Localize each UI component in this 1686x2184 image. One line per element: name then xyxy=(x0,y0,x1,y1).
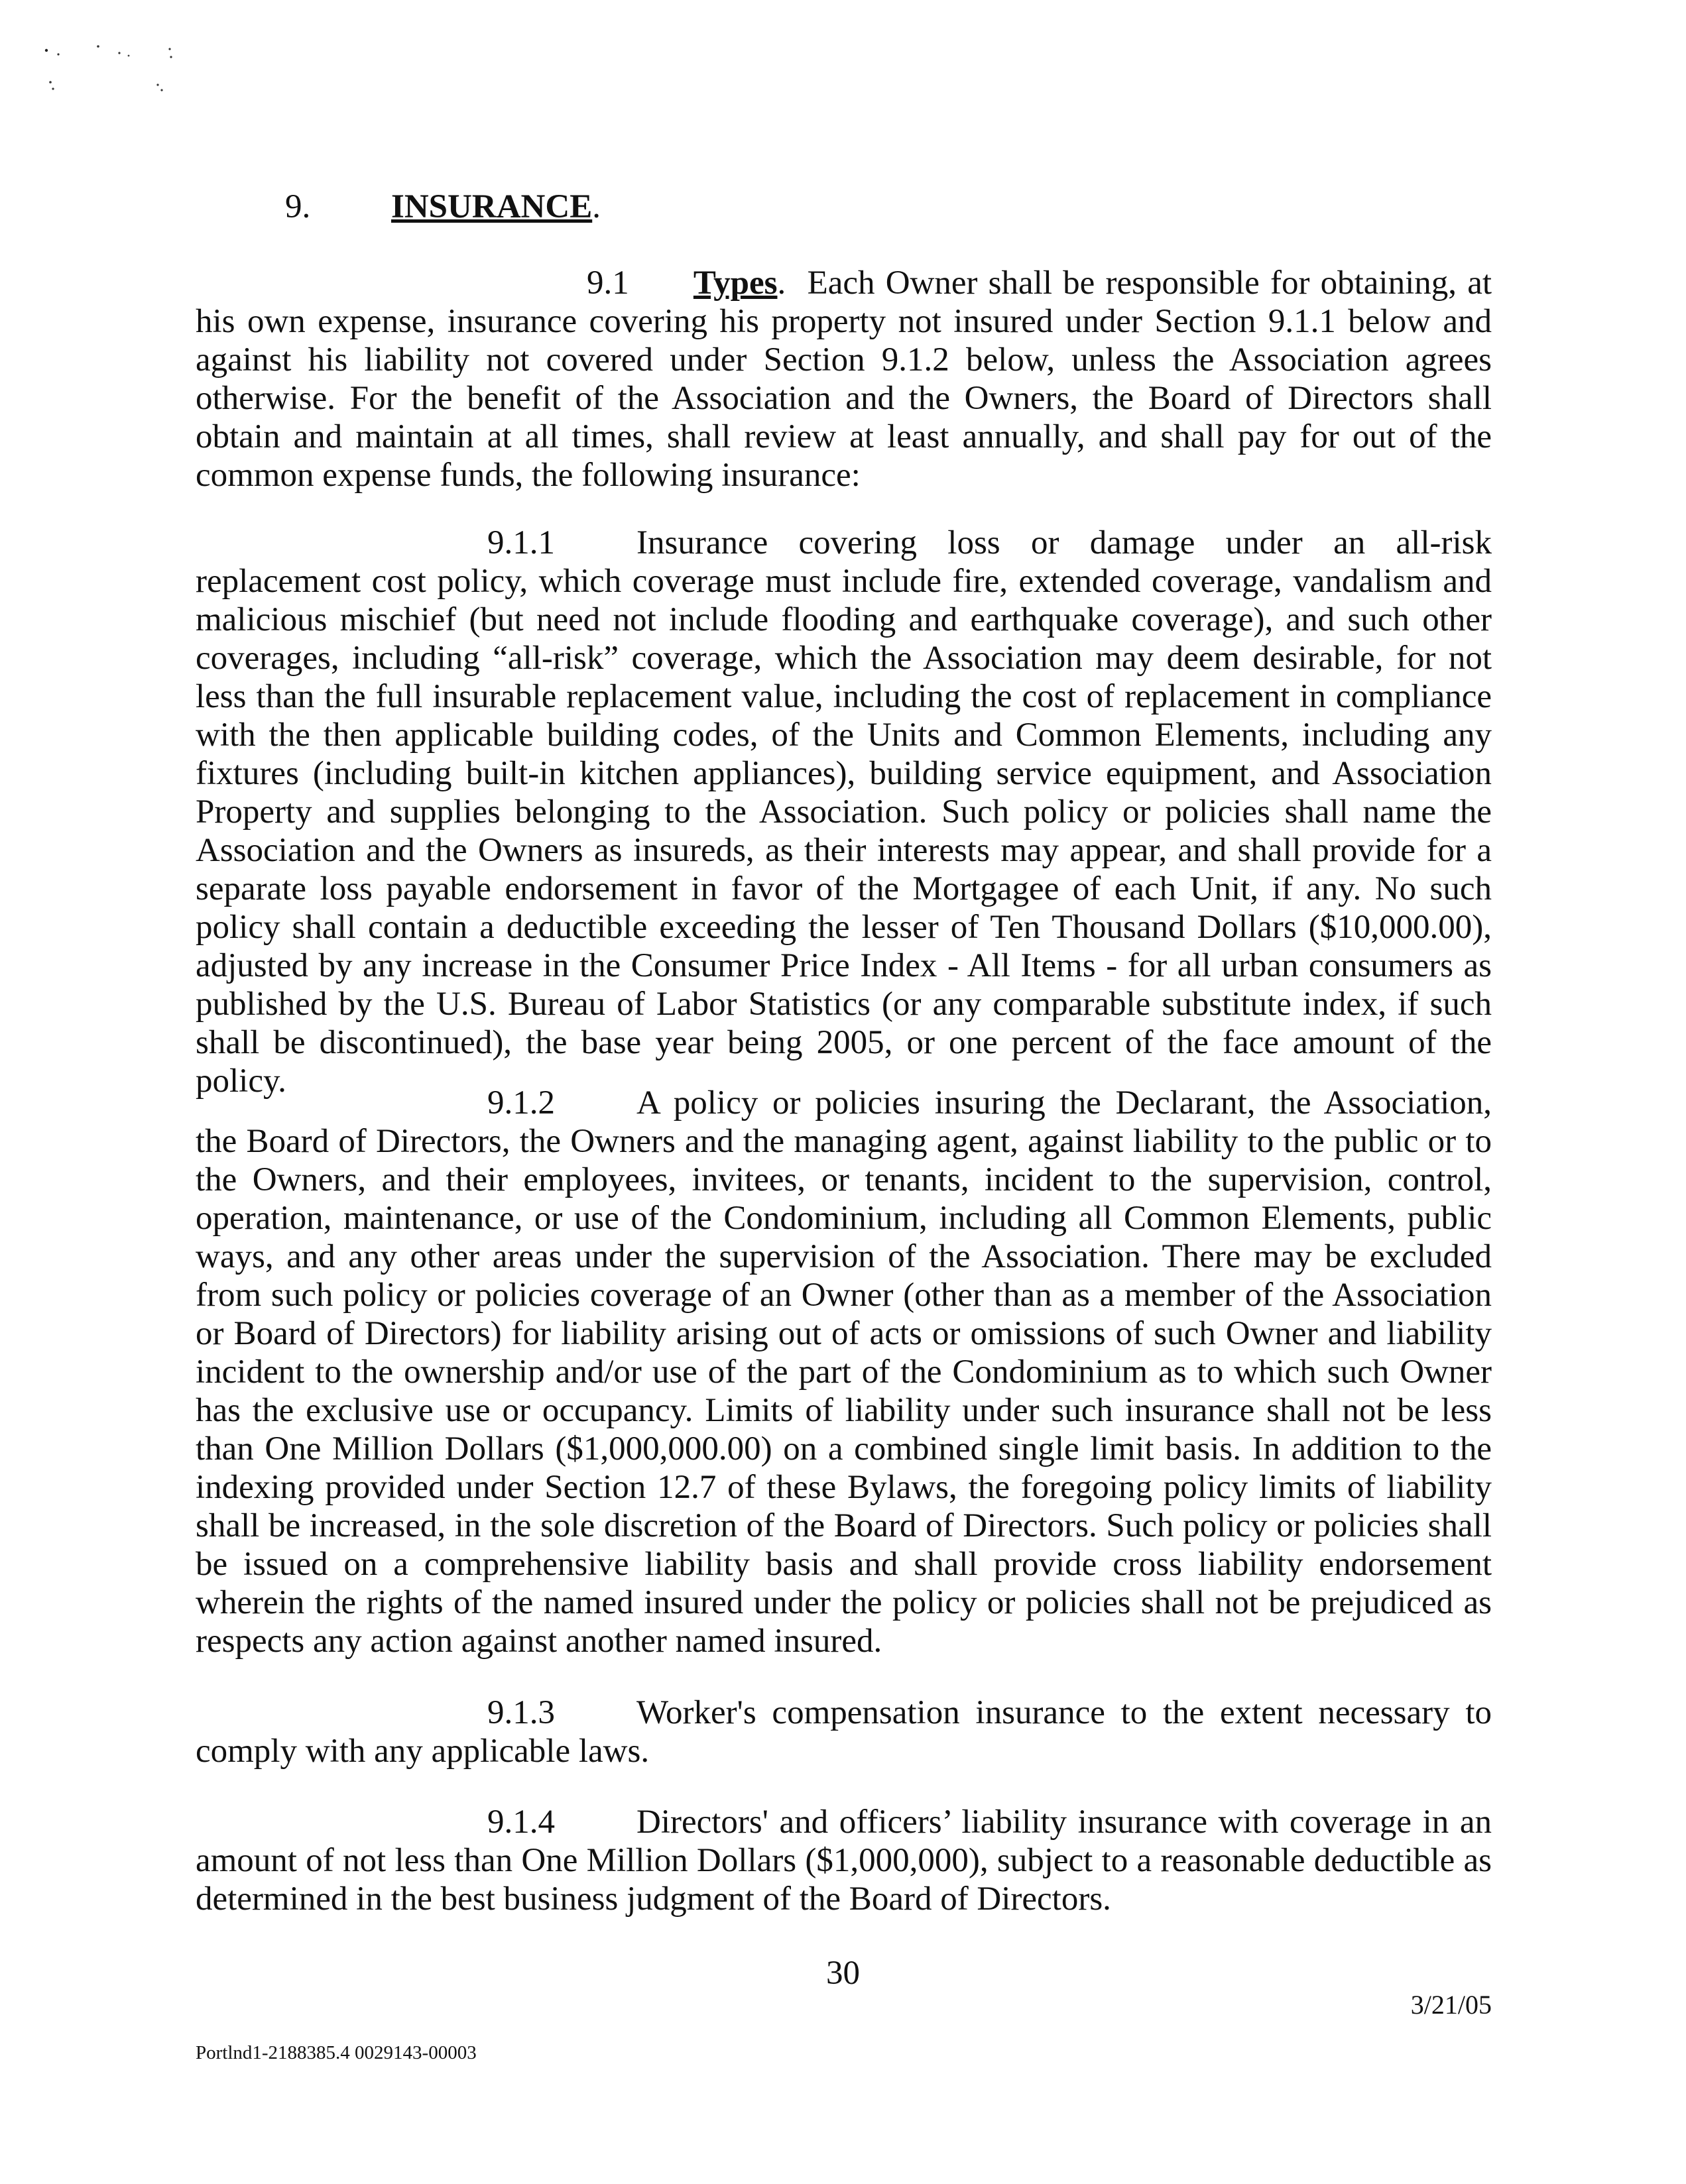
footer-date: 3/21/05 xyxy=(1410,1990,1492,2020)
item-text: Directors' and officers’ liability insurance with coverage in an amount of not less than One Million Dollars ($1,000,000), subject to a reasonable deductible as determined in the best business judgment of the Board of Directors. xyxy=(196,1804,1492,1918)
section-heading xyxy=(285,188,601,226)
section-title-punct: . xyxy=(592,188,601,225)
subsection-number: 9.1 xyxy=(587,264,629,302)
item-text: Insurance covering loss or damage under an all-risk replacement cost policy, which coverage must include fire, extended coverage, vandalism and malicious mischief (but need not include flooding and earthquake coverage), and such other coverages, including “all-risk” coverage, which the Association may deem desirable, for not less than the full insurable replacement value, including the cost of replacement in compliance with the then applicable building codes, of the Units and Common Elements, including any fixtures (including built-in kitchen appliances), building service equipment, and Association Property and supplies belonging to the Association. Such policy or policies shall name the Association and the Owners as insureds, as their interests may appear, and shall provide for a separate loss payable endorsement in favor of the Mortgagee of each Unit, if any. No such policy shall contain a deductible exceeding the lesser of Ten Thousand Dollars ($10,000.00), adjusted by any increase in the Consumer Price Index - All Items - for all urban consumers as published by the U.S. Bureau of Labor Statistics (or any comparable substitute index, if such shall be discontinued), the base year being 2005, or one percent of the face amount of the policy. xyxy=(196,524,1492,1100)
subsection-title: Types xyxy=(693,264,778,302)
list-item xyxy=(196,1803,1492,1918)
item-text: A policy or policies insuring the Declarant, the Association, the Board of Directors, the Owners and the managing agent, against liability to the public or to the Owners, and their employees, invitees, or tenants, incident to the supervision, control, operation, maintenance, or use of the Condominium, including all Common Elements, public ways, and any other areas under the supervision of the Association. There may be excluded from such policy or policies coverage of an Owner (other than as a member of the Association or Board of Directors) for liability arising out of acts or omissions of such Owner and liability incident to the ownership and/or use of the part of the Condominium as to which such Owner has the exclusive use or occupancy. Limits of liability under such insurance shall not be less than One Million Dollars ($1,000,000.00) on a combined single limit basis. In addition to the indexing provided under Section 12.7 of these Bylaws, the foregoing policy limits of liability shall be increased, in the sole discretion of the Board of Directors. Such policy or policies shall be issued on a comprehensive liability basis and shall provide cross liability endorsement wherein the rights of the named insured under the policy or policies shall not be prejudiced as respects any action against another named insured. xyxy=(196,1084,1492,1660)
subsection-text: Each Owner shall be responsible for obtaining, at his own expense, insurance covering his property not insured under Section 9.1.1 below and against his liability not covered under Section 9.1.2 below, unless the Association agrees otherwise. For the benefit of the Association and the Owners, the Board of Directors shall obtain and maintain at all times, shall review at least annually, and shall pay for out of the common expense funds, the following insurance: xyxy=(196,264,1492,494)
list-item xyxy=(196,524,1492,1100)
list-item xyxy=(196,1694,1492,1770)
page-number: 30 xyxy=(826,1955,860,1992)
scan-specks xyxy=(40,40,199,119)
item-number: 9.1.3 xyxy=(487,1694,555,1731)
item-number: 9.1.4 xyxy=(487,1804,555,1841)
section-title: INSURANCE xyxy=(391,188,593,225)
subsection-title-punct: . xyxy=(777,264,786,302)
item-number: 9.1.1 xyxy=(487,524,555,561)
section-number: 9. xyxy=(285,188,311,225)
item-text: Worker's compensation insurance to the extent necessary to comply with any applicable laws. xyxy=(196,1694,1492,1770)
subsection-paragraph xyxy=(196,264,1492,494)
document-id: Portlnd1-2188385.4 0029143-00003 xyxy=(196,2042,477,2063)
list-item xyxy=(196,1084,1492,1660)
item-number: 9.1.2 xyxy=(487,1084,555,1121)
